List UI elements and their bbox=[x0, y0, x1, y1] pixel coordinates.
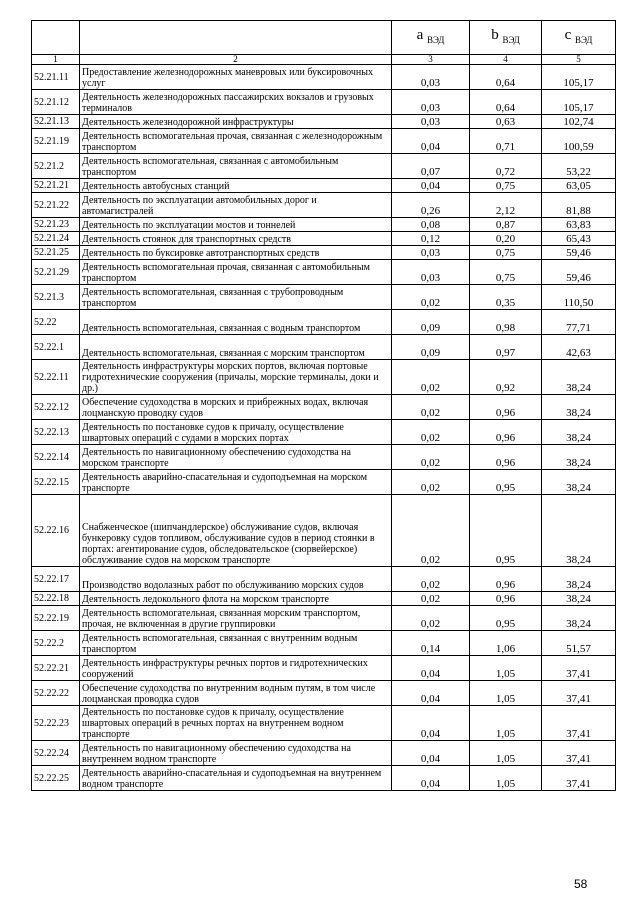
row-value-a: 0,26 bbox=[392, 193, 470, 218]
row-value-c: 38,24 bbox=[542, 360, 616, 395]
row-code: 52.22.16 bbox=[32, 495, 80, 567]
row-value-a: 0,12 bbox=[392, 232, 470, 246]
row-description: Деятельность аварийно-спасательная и судоподъемная на морском транспорте bbox=[80, 470, 392, 495]
column-number: 2 bbox=[80, 55, 392, 65]
row-value-b: 0,95 bbox=[470, 470, 542, 495]
row-value-c: 65,43 bbox=[542, 232, 616, 246]
row-value-a: 0,09 bbox=[392, 335, 470, 360]
table-row bbox=[32, 766, 616, 791]
row-code: 52.21.13 bbox=[32, 115, 80, 129]
table-row bbox=[32, 495, 616, 567]
row-value-b: 0,95 bbox=[470, 606, 542, 631]
row-value-b: 0,96 bbox=[470, 567, 542, 592]
row-value-b: 0,75 bbox=[470, 260, 542, 285]
row-value-c: 42,63 bbox=[542, 335, 616, 360]
row-code: 52.22.21 bbox=[32, 656, 80, 681]
row-code: 52.22.18 bbox=[32, 592, 80, 606]
row-value-a: 0,09 bbox=[392, 310, 470, 335]
row-value-b: 0,75 bbox=[470, 179, 542, 193]
row-code: 52.22 bbox=[32, 310, 80, 335]
table-row bbox=[32, 445, 616, 470]
table-row bbox=[32, 65, 616, 90]
row-value-b: 0,96 bbox=[470, 395, 542, 420]
row-value-b: 0,98 bbox=[470, 310, 542, 335]
row-code: 52.22.12 bbox=[32, 395, 80, 420]
header-c: c $_{ВЭД}$ bbox=[542, 21, 616, 55]
table-row bbox=[32, 154, 616, 179]
row-code: 52.22.22 bbox=[32, 681, 80, 706]
column-number-row bbox=[32, 55, 616, 65]
row-value-a: 0,04 bbox=[392, 129, 470, 154]
row-value-a: 0,08 bbox=[392, 218, 470, 232]
row-description: Деятельность стоянок для транспортных средств bbox=[80, 232, 392, 246]
classification-table bbox=[31, 20, 616, 791]
row-value-b: 0,95 bbox=[470, 495, 542, 567]
row-description: Деятельность железнодорожных пассажирских вокзалов и грузовых терминалов bbox=[80, 90, 392, 115]
page-number: 58 bbox=[574, 877, 588, 891]
row-code: 52.21.11 bbox=[32, 65, 80, 90]
table-row bbox=[32, 115, 616, 129]
row-code: 52.21.3 bbox=[32, 285, 80, 310]
row-value-b: 1,06 bbox=[470, 631, 542, 656]
row-description: Обеспечение судоходства в морских и прибрежных водах, включая лоцманскую проводку судов bbox=[80, 395, 392, 420]
row-description: Деятельность ледокольного флота на морском транспорте bbox=[80, 592, 392, 606]
table-row bbox=[32, 470, 616, 495]
table-row bbox=[32, 90, 616, 115]
table-row bbox=[32, 741, 616, 766]
row-value-c: 37,41 bbox=[542, 681, 616, 706]
row-code: 52.22.19 bbox=[32, 606, 80, 631]
row-description: Деятельность по навигационному обеспечению судоходства на морском транспорте bbox=[80, 445, 392, 470]
row-value-a: 0,02 bbox=[392, 395, 470, 420]
table-row bbox=[32, 631, 616, 656]
row-description: Снабженческое (шипчандлерское) обслуживание судов, включая бункеровку судов топливом, обслуживание судов в период стоянки в портах: агентирование судов, обследовательское (сюрвейерское) обслуживание судов на морском транспорте bbox=[80, 495, 392, 567]
column-number: 3 bbox=[392, 55, 470, 65]
row-value-b: 0,63 bbox=[470, 115, 542, 129]
table-row bbox=[32, 592, 616, 606]
row-value-b: 0,64 bbox=[470, 65, 542, 90]
header-row bbox=[32, 21, 616, 55]
header-cell-desc bbox=[80, 21, 392, 55]
row-value-b: 0,92 bbox=[470, 360, 542, 395]
row-value-b: 0,96 bbox=[470, 420, 542, 445]
row-value-c: 38,24 bbox=[542, 495, 616, 567]
row-description: Деятельность вспомогательная прочая, связанная с автомобильным транспортом bbox=[80, 260, 392, 285]
column-number: 4 bbox=[470, 55, 542, 65]
row-description: Деятельность инфраструктуры речных портов и гидротехнических сооружений bbox=[80, 656, 392, 681]
row-code: 52.21.19 bbox=[32, 129, 80, 154]
row-value-a: 0,02 bbox=[392, 360, 470, 395]
row-code: 52.22.23 bbox=[32, 706, 80, 741]
row-value-a: 0,04 bbox=[392, 179, 470, 193]
row-code: 52.21.2 bbox=[32, 154, 80, 179]
table-row bbox=[32, 606, 616, 631]
table-row bbox=[32, 232, 616, 246]
row-value-c: 37,41 bbox=[542, 766, 616, 791]
row-value-a: 0,02 bbox=[392, 495, 470, 567]
row-value-b: 0,71 bbox=[470, 129, 542, 154]
row-description: Деятельность вспомогательная, связанная с внутренним водным транспортом bbox=[80, 631, 392, 656]
row-value-a: 0,04 bbox=[392, 681, 470, 706]
row-value-c: 63,83 bbox=[542, 218, 616, 232]
table-row bbox=[32, 179, 616, 193]
row-description: Деятельность вспомогательная, связанная с морским транспортом bbox=[80, 335, 392, 360]
row-value-b: 0,96 bbox=[470, 445, 542, 470]
table-row bbox=[32, 129, 616, 154]
row-value-b: 0,87 bbox=[470, 218, 542, 232]
table-row bbox=[32, 218, 616, 232]
table-row bbox=[32, 260, 616, 285]
table-row bbox=[32, 420, 616, 445]
row-value-c: 38,24 bbox=[542, 606, 616, 631]
row-description: Предоставление железнодорожных маневровых или буксировочных услуг bbox=[80, 65, 392, 90]
row-code: 52.22.15 bbox=[32, 470, 80, 495]
table-row bbox=[32, 246, 616, 260]
row-code: 52.22.11 bbox=[32, 360, 80, 395]
row-value-a: 0,02 bbox=[392, 606, 470, 631]
row-value-a: 0,02 bbox=[392, 445, 470, 470]
row-description: Деятельность вспомогательная, связанная морским транспортом, прочая, не включенная в другие группировки bbox=[80, 606, 392, 631]
row-description: Деятельность по эксплуатации автомобильных дорог и автомагистралей bbox=[80, 193, 392, 218]
column-number: 5 bbox=[542, 55, 616, 65]
header-b: b $_{ВЭД}$ bbox=[470, 21, 542, 55]
row-value-c: 59,46 bbox=[542, 246, 616, 260]
row-value-b: 0,97 bbox=[470, 335, 542, 360]
table-row bbox=[32, 285, 616, 310]
row-code: 52.22.14 bbox=[32, 445, 80, 470]
header-a: a $_{ВЭД}$ bbox=[392, 21, 470, 55]
row-value-a: 0,02 bbox=[392, 470, 470, 495]
table-row bbox=[32, 310, 616, 335]
row-value-b: 0,72 bbox=[470, 154, 542, 179]
row-value-a: 0,02 bbox=[392, 567, 470, 592]
row-value-c: 63,05 bbox=[542, 179, 616, 193]
row-value-c: 38,24 bbox=[542, 395, 616, 420]
row-value-a: 0,02 bbox=[392, 420, 470, 445]
row-description: Деятельность аварийно-спасательная и судоподъемная на внутреннем водном транспорте bbox=[80, 766, 392, 791]
row-value-a: 0,02 bbox=[392, 592, 470, 606]
row-value-c: 102,74 bbox=[542, 115, 616, 129]
row-value-a: 0,04 bbox=[392, 741, 470, 766]
row-description: Обеспечение судоходства по внутренним водным путям, в том числе лоцманская проводка судов bbox=[80, 681, 392, 706]
row-description: Деятельность автобусных станций bbox=[80, 179, 392, 193]
row-code: 52.21.24 bbox=[32, 232, 80, 246]
row-code: 52.22.25 bbox=[32, 766, 80, 791]
row-code: 52.21.22 bbox=[32, 193, 80, 218]
row-code: 52.22.24 bbox=[32, 741, 80, 766]
row-description: Деятельность инфраструктуры морских портов, включая портовые гидротехнические сооружения (причалы, морские терминалы, доки и др.) bbox=[80, 360, 392, 395]
row-value-a: 0,03 bbox=[392, 90, 470, 115]
row-code: 52.21.25 bbox=[32, 246, 80, 260]
table-row bbox=[32, 706, 616, 741]
table-row bbox=[32, 567, 616, 592]
row-value-c: 105,17 bbox=[542, 65, 616, 90]
row-description: Деятельность вспомогательная, связанная с автомобильным транспортом bbox=[80, 154, 392, 179]
row-code: 52.22.1 bbox=[32, 335, 80, 360]
row-value-c: 38,24 bbox=[542, 567, 616, 592]
row-value-b: 1,05 bbox=[470, 766, 542, 791]
table-row bbox=[32, 335, 616, 360]
row-value-c: 81,88 bbox=[542, 193, 616, 218]
row-value-b: 0,35 bbox=[470, 285, 542, 310]
column-number: 1 bbox=[32, 55, 80, 65]
row-value-a: 0,03 bbox=[392, 246, 470, 260]
table-row bbox=[32, 360, 616, 395]
row-value-a: 0,07 bbox=[392, 154, 470, 179]
row-value-b: 1,05 bbox=[470, 706, 542, 741]
table-row bbox=[32, 681, 616, 706]
row-value-c: 59,46 bbox=[542, 260, 616, 285]
row-description: Деятельность вспомогательная, связанная с трубопроводным транспортом bbox=[80, 285, 392, 310]
row-code: 52.21.12 bbox=[32, 90, 80, 115]
row-code: 52.21.23 bbox=[32, 218, 80, 232]
row-value-b: 1,05 bbox=[470, 741, 542, 766]
row-description: Деятельность по навигационному обеспечению судоходства на внутреннем водном транспорте bbox=[80, 741, 392, 766]
row-value-b: 0,75 bbox=[470, 246, 542, 260]
row-value-a: 0,14 bbox=[392, 631, 470, 656]
row-code: 52.21.21 bbox=[32, 179, 80, 193]
row-value-c: 37,41 bbox=[542, 741, 616, 766]
table-row bbox=[32, 656, 616, 681]
row-value-a: 0,04 bbox=[392, 656, 470, 681]
row-value-a: 0,04 bbox=[392, 766, 470, 791]
row-value-a: 0,02 bbox=[392, 285, 470, 310]
row-description: Деятельность по эксплуатации мостов и тоннелей bbox=[80, 218, 392, 232]
row-value-c: 37,41 bbox=[542, 656, 616, 681]
row-value-b: 1,05 bbox=[470, 656, 542, 681]
row-value-a: 0,03 bbox=[392, 115, 470, 129]
header-cell-code bbox=[32, 21, 80, 55]
row-code: 52.22.17 bbox=[32, 567, 80, 592]
row-value-a: 0,04 bbox=[392, 706, 470, 741]
row-value-c: 77,71 bbox=[542, 310, 616, 335]
row-value-c: 105,17 bbox=[542, 90, 616, 115]
row-value-a: 0,03 bbox=[392, 65, 470, 90]
table-row bbox=[32, 395, 616, 420]
row-value-c: 37,41 bbox=[542, 706, 616, 741]
row-value-c: 38,24 bbox=[542, 420, 616, 445]
row-value-c: 38,24 bbox=[542, 592, 616, 606]
row-value-a: 0,03 bbox=[392, 260, 470, 285]
row-value-b: 2,12 bbox=[470, 193, 542, 218]
row-description: Деятельность по буксировке автотранспортных средств bbox=[80, 246, 392, 260]
row-value-b: 0,64 bbox=[470, 90, 542, 115]
row-code: 52.22.13 bbox=[32, 420, 80, 445]
table-row bbox=[32, 193, 616, 218]
row-code: 52.22.2 bbox=[32, 631, 80, 656]
row-value-c: 51,57 bbox=[542, 631, 616, 656]
row-value-c: 53,22 bbox=[542, 154, 616, 179]
row-description: Деятельность вспомогательная, связанная с водным транспортом bbox=[80, 310, 392, 335]
row-value-c: 38,24 bbox=[542, 445, 616, 470]
row-value-b: 0,96 bbox=[470, 592, 542, 606]
row-value-b: 1,05 bbox=[470, 681, 542, 706]
row-description: Деятельность по постановке судов к причалу, осуществление швартовых операций с судами в морских портах bbox=[80, 420, 392, 445]
row-description: Деятельность вспомогательная прочая, связанная с железнодорожным транспортом bbox=[80, 129, 392, 154]
row-description: Деятельность железнодорожной инфраструктуры bbox=[80, 115, 392, 129]
row-code: 52.21.29 bbox=[32, 260, 80, 285]
row-value-c: 38,24 bbox=[542, 470, 616, 495]
row-description: Деятельность по постановке судов к причалу, осуществление швартовых операций в речных портах на внутреннем водном транспорте bbox=[80, 706, 392, 741]
row-value-c: 110,50 bbox=[542, 285, 616, 310]
row-description: Производство водолазных работ по обслуживанию морских судов bbox=[80, 567, 392, 592]
row-value-b: 0,20 bbox=[470, 232, 542, 246]
row-value-c: 100,59 bbox=[542, 129, 616, 154]
